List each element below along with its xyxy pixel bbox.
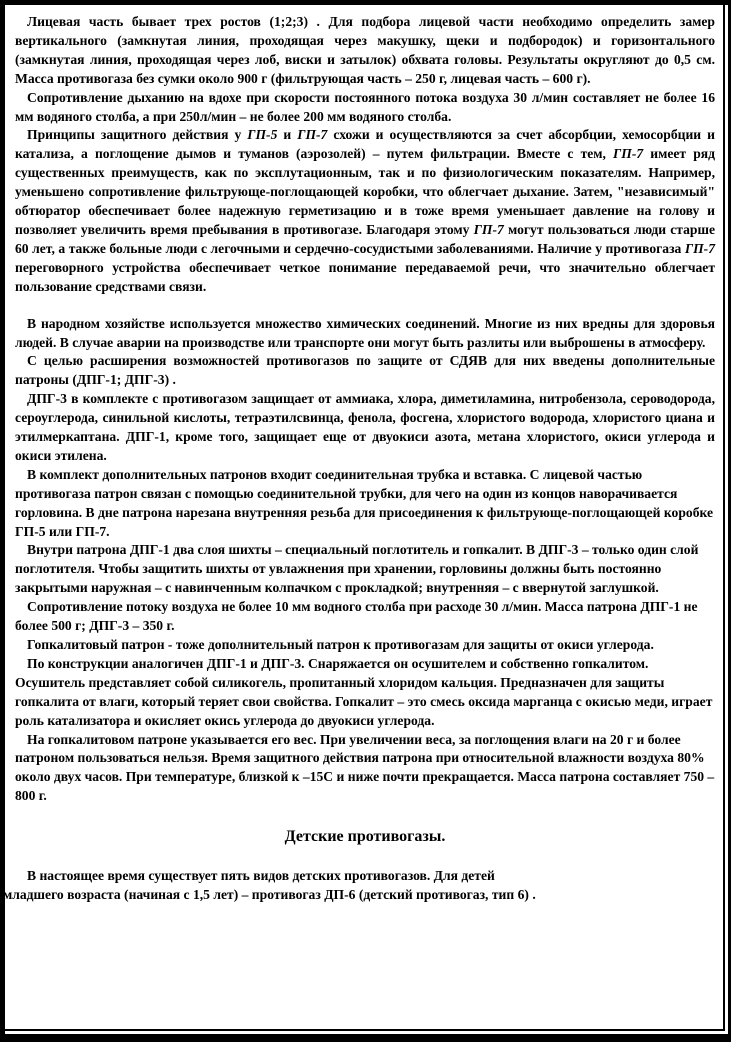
paragraph-children-gas-masks: В настоящее время существует пять видов детских противогазов. Для детей младшего возраста (начиная с 1,5 лет) – противогаз ДП-6 (детский противогаз, тип 6) . (3, 868, 536, 902)
paragraph-protection-principles: Принципы защитного действия у ГП-5 и ГП-7 схожи и осуществляются за счет абсорбции, хемосорбции и катализа, а поглощение дымов и туманов (аэрозолей) – путем фильтрации. Вместе с тем, ГП-7 имеет ряд существенных преимуществ, как по эксплутационным, так и по физиологическим показателям. Например, уменьшено сопротивление фильтрующе-поглощающей коробки, что облегчает дыхание. Затем, "независимый" обтюратор обеспечивает более надежную герметизацию и в тоже время уменьшает давление на голову и позволяет увеличить время пребывания в противогазе. Благодаря этому ГП-7 могут пользоваться люди старше 60 лет, а также больные люди с легочными и сердечно-сосудистыми заболеваниями. Наличие у противогаза ГП-7 переговорного устройства обеспечивает четкое понимание передаваемой речи, что значительно облегчает пользование средствами связи. (15, 127, 715, 294)
paragraph-dpg3-protection: ДПГ-3 в комплекте с противогазом защищает от аммиака, хлора, диметиламина, нитробензола, сероводорода, сероуглерода, синильной кислоты, тетраэтилсвинца, фенола, фосгена, хлористого водорода, хлористого циана и этилмеркаптана. ДПГ-1, кроме того, защищает еще от двуокиси азота, метана хлористого, окиси углерода и окиси этилена. (15, 391, 715, 463)
section-heading: Детские противогазы. (284, 828, 446, 846)
paragraph-face-part-sizes: Лицевая часть бывает трех ростов (1;2;3) . Для подбора лицевой части необходимо определить замер вертикального (замкнутая линия, проходящая через макушку, щеки и подбородок) и горизонтального (замкнутая линия, проходящая через лоб, виски и затылок) обхвата головы. Результаты округляют до 0,5 см. Масса противогаза без сумки около 900 г (фильтрующая часть – 250 г, лицевая часть – 600 г). (15, 14, 715, 86)
paragraph-hopcalite-weight: На гопкалитовом патроне указывается его вес. При увеличении веса, за поглощения влаги на 20 г и более патроном пользоваться нельзя. Время защитного действия патрона при относительной влажности воздуха 80% около двух часов. При температуре, близкой к –15С и ниже почти прекращается. Масса патрона составляет 750 – 800 г. (15, 731, 715, 804)
paragraph-cartridge-kit: В комплект дополнительных патронов входит соединительная трубка и вставка. С лицевой частью противогаза патрон связан с помощью соединительной трубки, для чего на один из концов наворачивается горловина. В дне патрона нарезана внутренняя резьба для присоединения к фильтрующе-поглощающей коробке ГП-5 или ГП-7. (15, 466, 714, 539)
document-body (3, 13, 715, 905)
paragraph-cartridge-layers: Внутри патрона ДПГ-1 два слоя шихты – специальный поглотитель и гопкалит. В ДПГ-3 – только один слой поглотителя. Чтобы защитить шихты от увлажнения при хранении, горловины должны быть постоянно закрытыми наружная – с навинченным колпачком с прокладкой; внутренняя – с ввернутой заглушкой. (15, 542, 699, 596)
paragraph-airflow-resistance: Сопротивление потоку воздуха не более 10 мм водного столба при расходе 30 л/мин. Масса патрона ДПГ-1 не более 500 г; ДПГ-3 – 350 г. (15, 599, 698, 634)
paragraph-hopcalite-cartridge: Гопкалитовый патрон - тоже дополнительный патрон к противогазам для защиты от окиси углерода. (27, 637, 654, 652)
paragraph-breathing-resistance: Сопротивление дыханию на вдохе при скорости постоянного потока воздуха 30 л/мин составляет не более 16 мм водяного столба, а при 250л/мин – не более 200 мм водяного столба. (15, 89, 715, 124)
paragraph-gap (15, 297, 715, 315)
paragraph-chemical-compounds: В народном хозяйстве используется множество химических соединений. Многие из них вредны для здоровья людей. В случае аварии на производстве или транспорте они могут быть разлиты или выброшены в атмосферу. (15, 315, 715, 350)
paragraph-hopcalite-construction: По конструкции аналогичен ДПГ-1 и ДПГ-3. Снаряжается он осушителем и собственно гопкалитом. Осушитель представляет собой силикогель, пропитанный хлоридом кальция. Предназначен для защиты гопкалита от влаги, который теряет свои свойства. Гопкалит – это смесь оксида марганца с окисью меди, играет роль катализатора и окисляет окись углерода до двуокиси углерода. (15, 655, 713, 728)
page-frame (5, 5, 728, 1034)
paragraph-additional-cartridges: С целью расширения возможностей противогазов по защите от СДЯВ для них введены дополнительные патроны (ДПГ-1; ДПГ-3) . (15, 353, 715, 388)
